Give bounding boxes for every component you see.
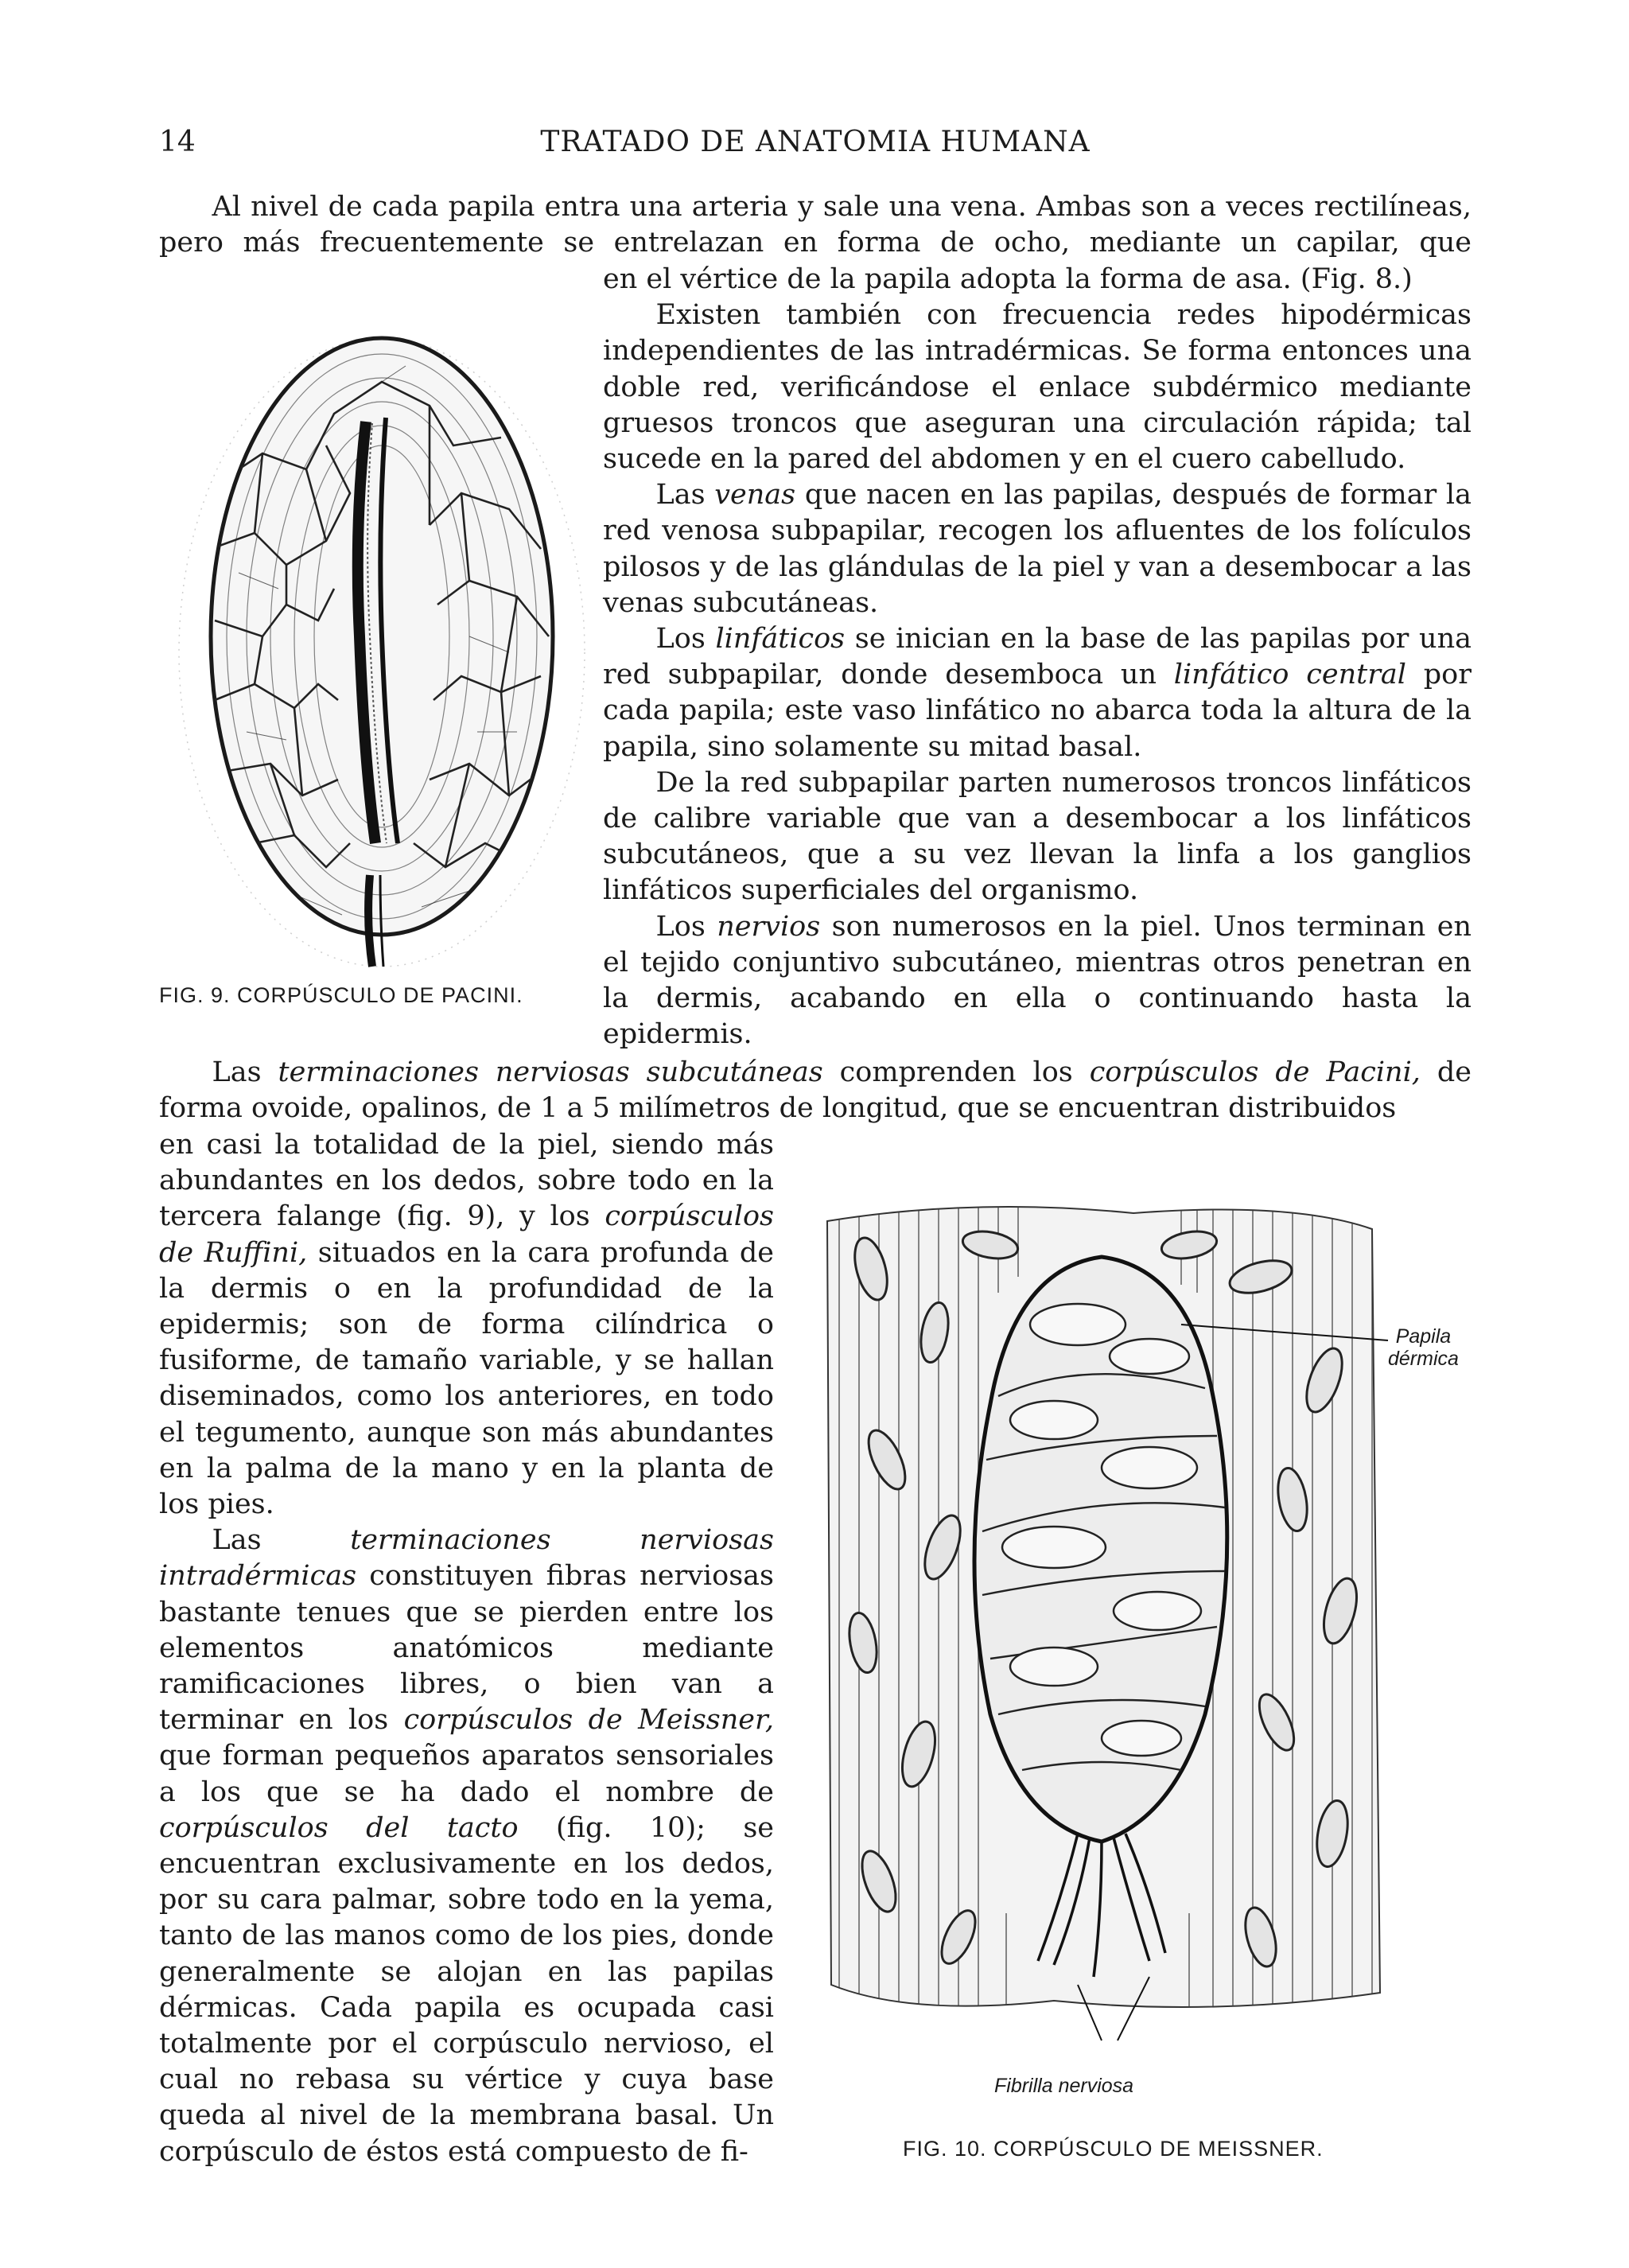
- paragraph-intradermicas: Las terminaciones nerviosas intradérmicas constituyen fibras nerviosas bastante tenues que se pierden entre los elementos anatómicos mediante ramificaciones libres, o bien van a terminar en los corpúsculos de Meissner, que forman pequeños aparatos sensoriales a los que se ha dado el nombre de corpúsculos del tacto (fig. 10); se encuentran exclusivamente en los dedos, por su cara palmar, sobre todo en la yema, tanto de las manos como de los pies, donde generalmente se alojan en las papilas dérmicas. Cada papila es ocupada casi totalmente por el corpúsculo nervioso, el cual no rebasa su vértice y cuya base queda al nivel de la membrana basal. Un corpúsculo de éstos está compuesto de fi-: [159, 1524, 775, 2168]
- meissner-corpuscle-illustration: [815, 1197, 1475, 2064]
- left-column: [159, 1127, 774, 2170]
- paragraph-nervios: Los nervios son numerosos en la piel. Unos terminan en el tejido conjuntivo subcutáneo, mientras otros penetran en la dermis, acabando en ella o continuando hasta la epidermis.: [603, 910, 1472, 1051]
- figure-10-caption: FIG. 10. CORPÚSCULO DE MEISSNER.: [903, 2137, 1324, 2161]
- side-column: [603, 262, 1472, 1052]
- running-title: TRATADO DE ANATOMIA HUMANA: [540, 126, 1091, 158]
- paragraph-arteries: Al nivel de cada papila entra una arteria y sale una vena. Ambas son a veces rectilíneas, pero más frecuentemente se entrelazan en forma de ocho, mediante un capilar, que: [159, 191, 1472, 259]
- label-papila-dermica: Papila dérmica: [1388, 1325, 1459, 1370]
- paragraph-linfaticos: Los linfáticos se inician en la base de las papilas por una red subpapilar, donde desemboca un linfático central por cada papila; este vaso linfático no abarca toda la altura de la papila, sino solamente su mitad basal.: [603, 623, 1472, 763]
- figure-9-caption: FIG. 9. CORPÚSCULO DE PACINI.: [159, 983, 523, 1007]
- paragraph-troncos: De la red subpapilar parten numerosos troncos linfáticos de calibre variable que van a desembocar a los linfáticos subcutáneos, que a su vez llevan la linfa a los ganglios linfáticos superficiales del organismo.: [603, 766, 1472, 907]
- page-number: 14: [159, 126, 196, 158]
- label-fibrilla-nerviosa: Fibrilla nerviosa: [994, 2075, 1134, 2097]
- paragraph-hipodermicas: Existen también con frecuencia redes hipodérmicas independientes de las intradérmicas. Se forma entonces una doble red, verificándose el enlace subdérmico mediante gruesos troncos que aseguran una circulación rápida; tal sucede en la pared del abdomen y en el cuero cabelludo.: [603, 299, 1472, 476]
- figure-pacini: [167, 286, 597, 971]
- pacini-corpuscle-illustration: [167, 286, 597, 971]
- page-header: [159, 126, 1472, 167]
- paragraph-subcutaneas: Las terminaciones nerviosas subcutáneas comprenden los corpúsculos de Pacini, de forma ovoide, opalinos, de 1 a 5 milímetros de longitud, que se encuentran distribuidos: [159, 1056, 1472, 1125]
- figure-meissner: [815, 1197, 1475, 2064]
- paragraph-asa: en el vértice de la papila adopta la forma de asa. (Fig. 8.): [603, 263, 1413, 295]
- paragraph-venas: Las venas que nacen en las papilas, después de formar la red venosa subpapilar, recogen los afluentes de los folículos pilosos y de las glándulas de la piel y van a desembocar a las venas subcutáneas.: [603, 479, 1472, 619]
- paragraph-ruffini: en casi la totalidad de la piel, siendo más abundantes en los dedos, sobre todo en la tercera falange (fig. 9), y los corpúsculos de Ruffini, situados en la cara profunda de la dermis o en la profundidad de la epidermis; son de forma cilíndrica o fusiforme, de tamaño variable, y se hallan diseminados, como los anteriores, en todo el tegumento, aunque son más abundantes en la palma de la mano y en la planta de los pies.: [159, 1129, 774, 1521]
